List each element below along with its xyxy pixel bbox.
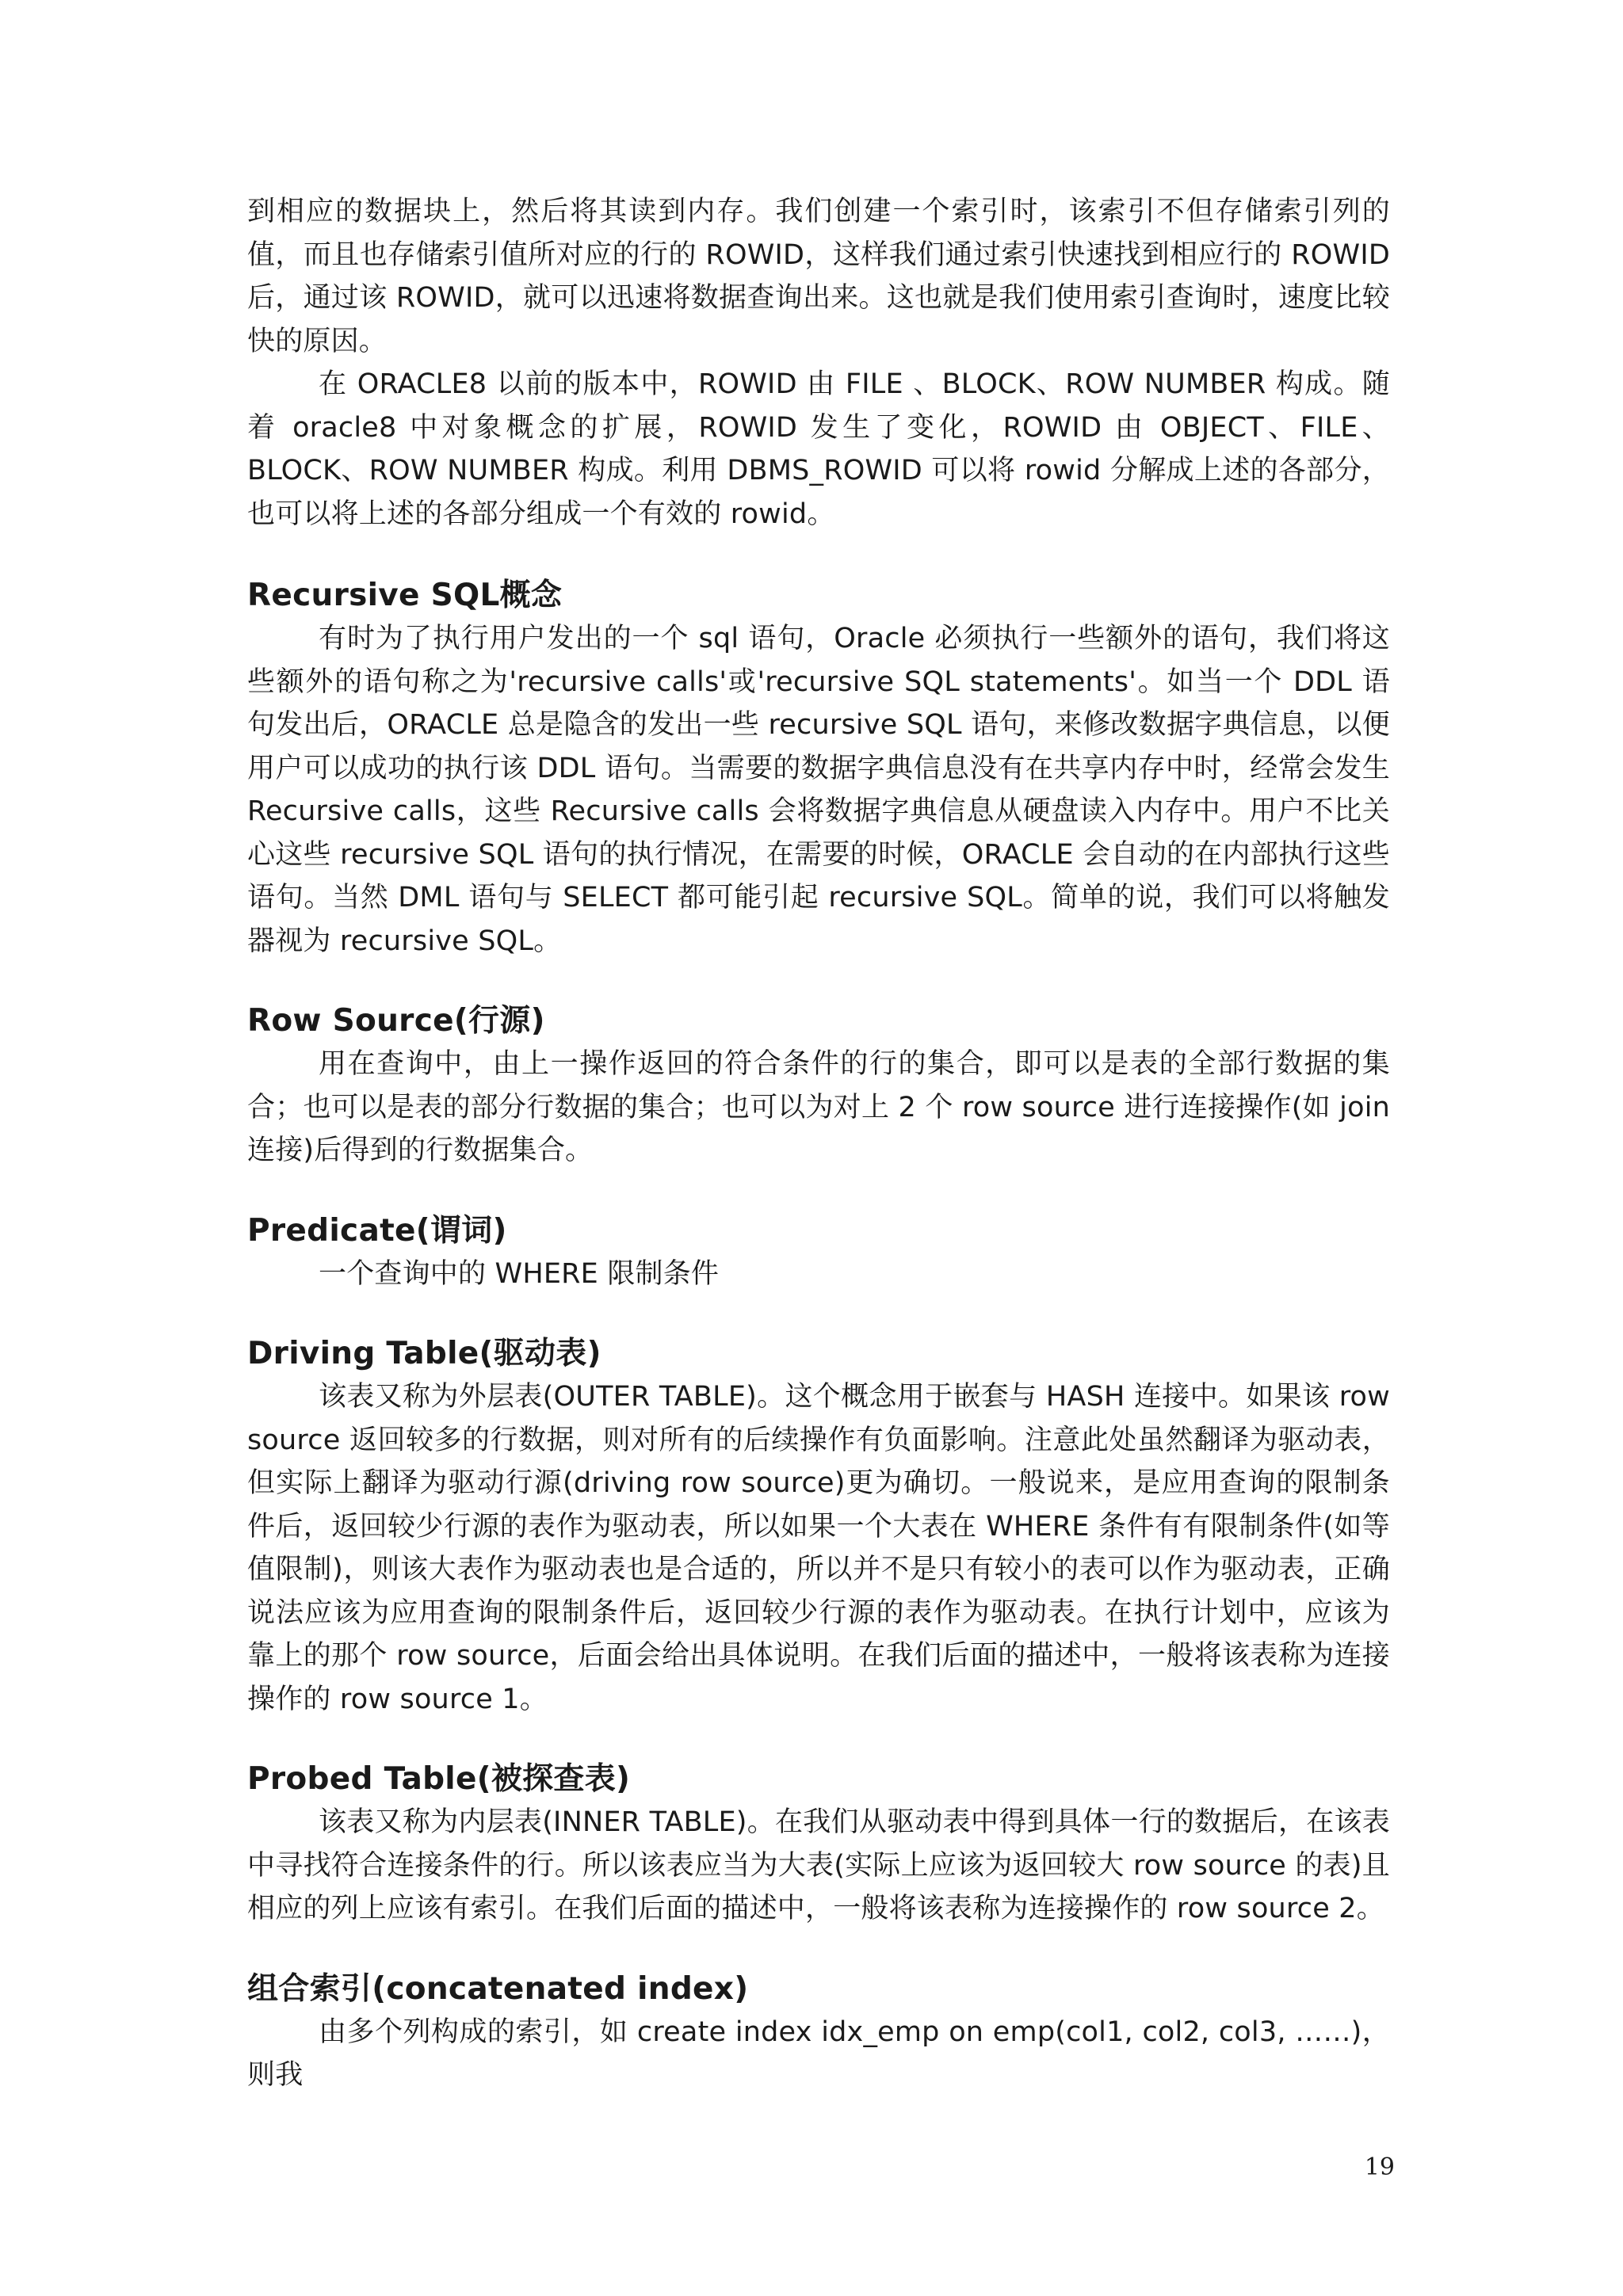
section-row-source xyxy=(247,1000,1390,1173)
section-title: 组合索引(concatenated index) xyxy=(247,1970,749,2007)
section-title: Recursive SQL概念 xyxy=(247,578,563,613)
section-body: 该表又称为外层表(OUTER TABLE)。这个概念用于嵌套与 HASH 连接中。如果该 row source 返回较多的行数据，则对所有的后续操作有负面影响。注意此处虽然翻译为驱动表，但实际上翻译为驱动行源(driving row source)更为确切。一般说来，是应用查询的限制条件后，返回较少行源的表作为驱动表，所以如果一个大表在 WHERE 条件有有限制条件(如等值限制)，则该大表作为驱动表也是合适的，所以并不是只有较小的表可以作为驱动表，正确说法应该为应用查询的限制条件后，返回较少行源的表作为驱动表。在执行计划中，应该为靠上的那个 row source，后面会给出具体说明。在我们后面的描述中，一般将该表称为连接操作的 row source 1。 xyxy=(247,1381,1390,1715)
section-driving-table xyxy=(247,1333,1390,1721)
page-content xyxy=(247,190,1390,2097)
page-number: 19 xyxy=(1364,2153,1395,2181)
section-concatenated-index xyxy=(247,1968,1390,2097)
section-body: 有时为了执行用户发出的一个 sql 语句，Oracle 必须执行一些额外的语句，我们将这些额外的语句称之为'recursive calls'或'recursive SQL statements'。如当一个 DDL 语句发出后，ORACLE 总是隐含的发出一些 recursive SQL 语句，来修改数据字典信息，以便用户可以成功的执行该 DDL 语句。当需要的数据字典信息没有在共享内存中时，经常会发生 Recursive calls，这些 Recursive calls 会将数据字典信息从硬盘读入内存中。用户不比关心这些 recursive SQL 语句的执行情况，在需要的时候，ORACLE 会自动的在内部执行这些语句。当然 DML 语句与 SELECT 都可能引起 recursive SQL。简单的说，我们可以将触发器视为 recursive SQL。 xyxy=(247,623,1390,957)
section-title: Probed Table(被探查表) xyxy=(247,1761,631,1797)
section-title: Row Source(行源) xyxy=(247,1003,545,1039)
section-title: Driving Table(驱动表) xyxy=(247,1336,601,1371)
section-body: 由多个列构成的索引，如 create index idx_emp on emp(col1, col2, col3, ……)，则我 xyxy=(247,2016,1390,2091)
section-predicate xyxy=(247,1210,1390,1296)
section-body: 一个查询中的 WHERE 限制条件 xyxy=(319,1257,720,1290)
section-body: 用在查询中，由上一操作返回的符合条件的行的集合，即可以是表的全部行数据的集合；也可以是表的部分行数据的集合；也可以为对上 2 个 row source 进行连接操作(如 join 连接)后得到的行数据集合。 xyxy=(247,1048,1390,1166)
section-probed-table xyxy=(247,1758,1390,1931)
section-title: Predicate(谓词) xyxy=(247,1212,507,1249)
intro-paragraph-rowid: 到相应的数据块上，然后将其读到内存。我们创建一个索引时，该索引不但存储索引列的值，而且也存储索引值所对应的行的 ROWID，这样我们通过索引快速找到相应行的 ROWID 后，通过该 ROWID，就可以迅速将数据查询出来。这也就是我们使用索引查询时，速度比较快的原因。 xyxy=(247,196,1390,357)
section-recursive-sql xyxy=(247,574,1390,963)
intro-paragraph-oracle8: 在 ORACLE8 以前的版本中，ROWID 由 FILE 、BLOCK、ROW NUMBER 构成。随着 oracle8 中对象概念的扩展，ROWID 发生了变化，ROWID 由 OBJECT、FILE、BLOCK、ROW NUMBER 构成。利用 DBMS_ROWID 可以将 rowid 分解成上述的各部分，也可以将上述的各部分组成一个有效的 rowid。 xyxy=(247,368,1390,530)
section-body: 该表又称为内层表(INNER TABLE)。在我们从驱动表中得到具体一行的数据后，在该表中寻找符合连接条件的行。所以该表应当为大表(实际上应该为返回较大 row source 的表)且相应的列上应该有索引。在我们后面的描述中，一般将该表称为连接操作的 row source 2。 xyxy=(247,1806,1390,1924)
